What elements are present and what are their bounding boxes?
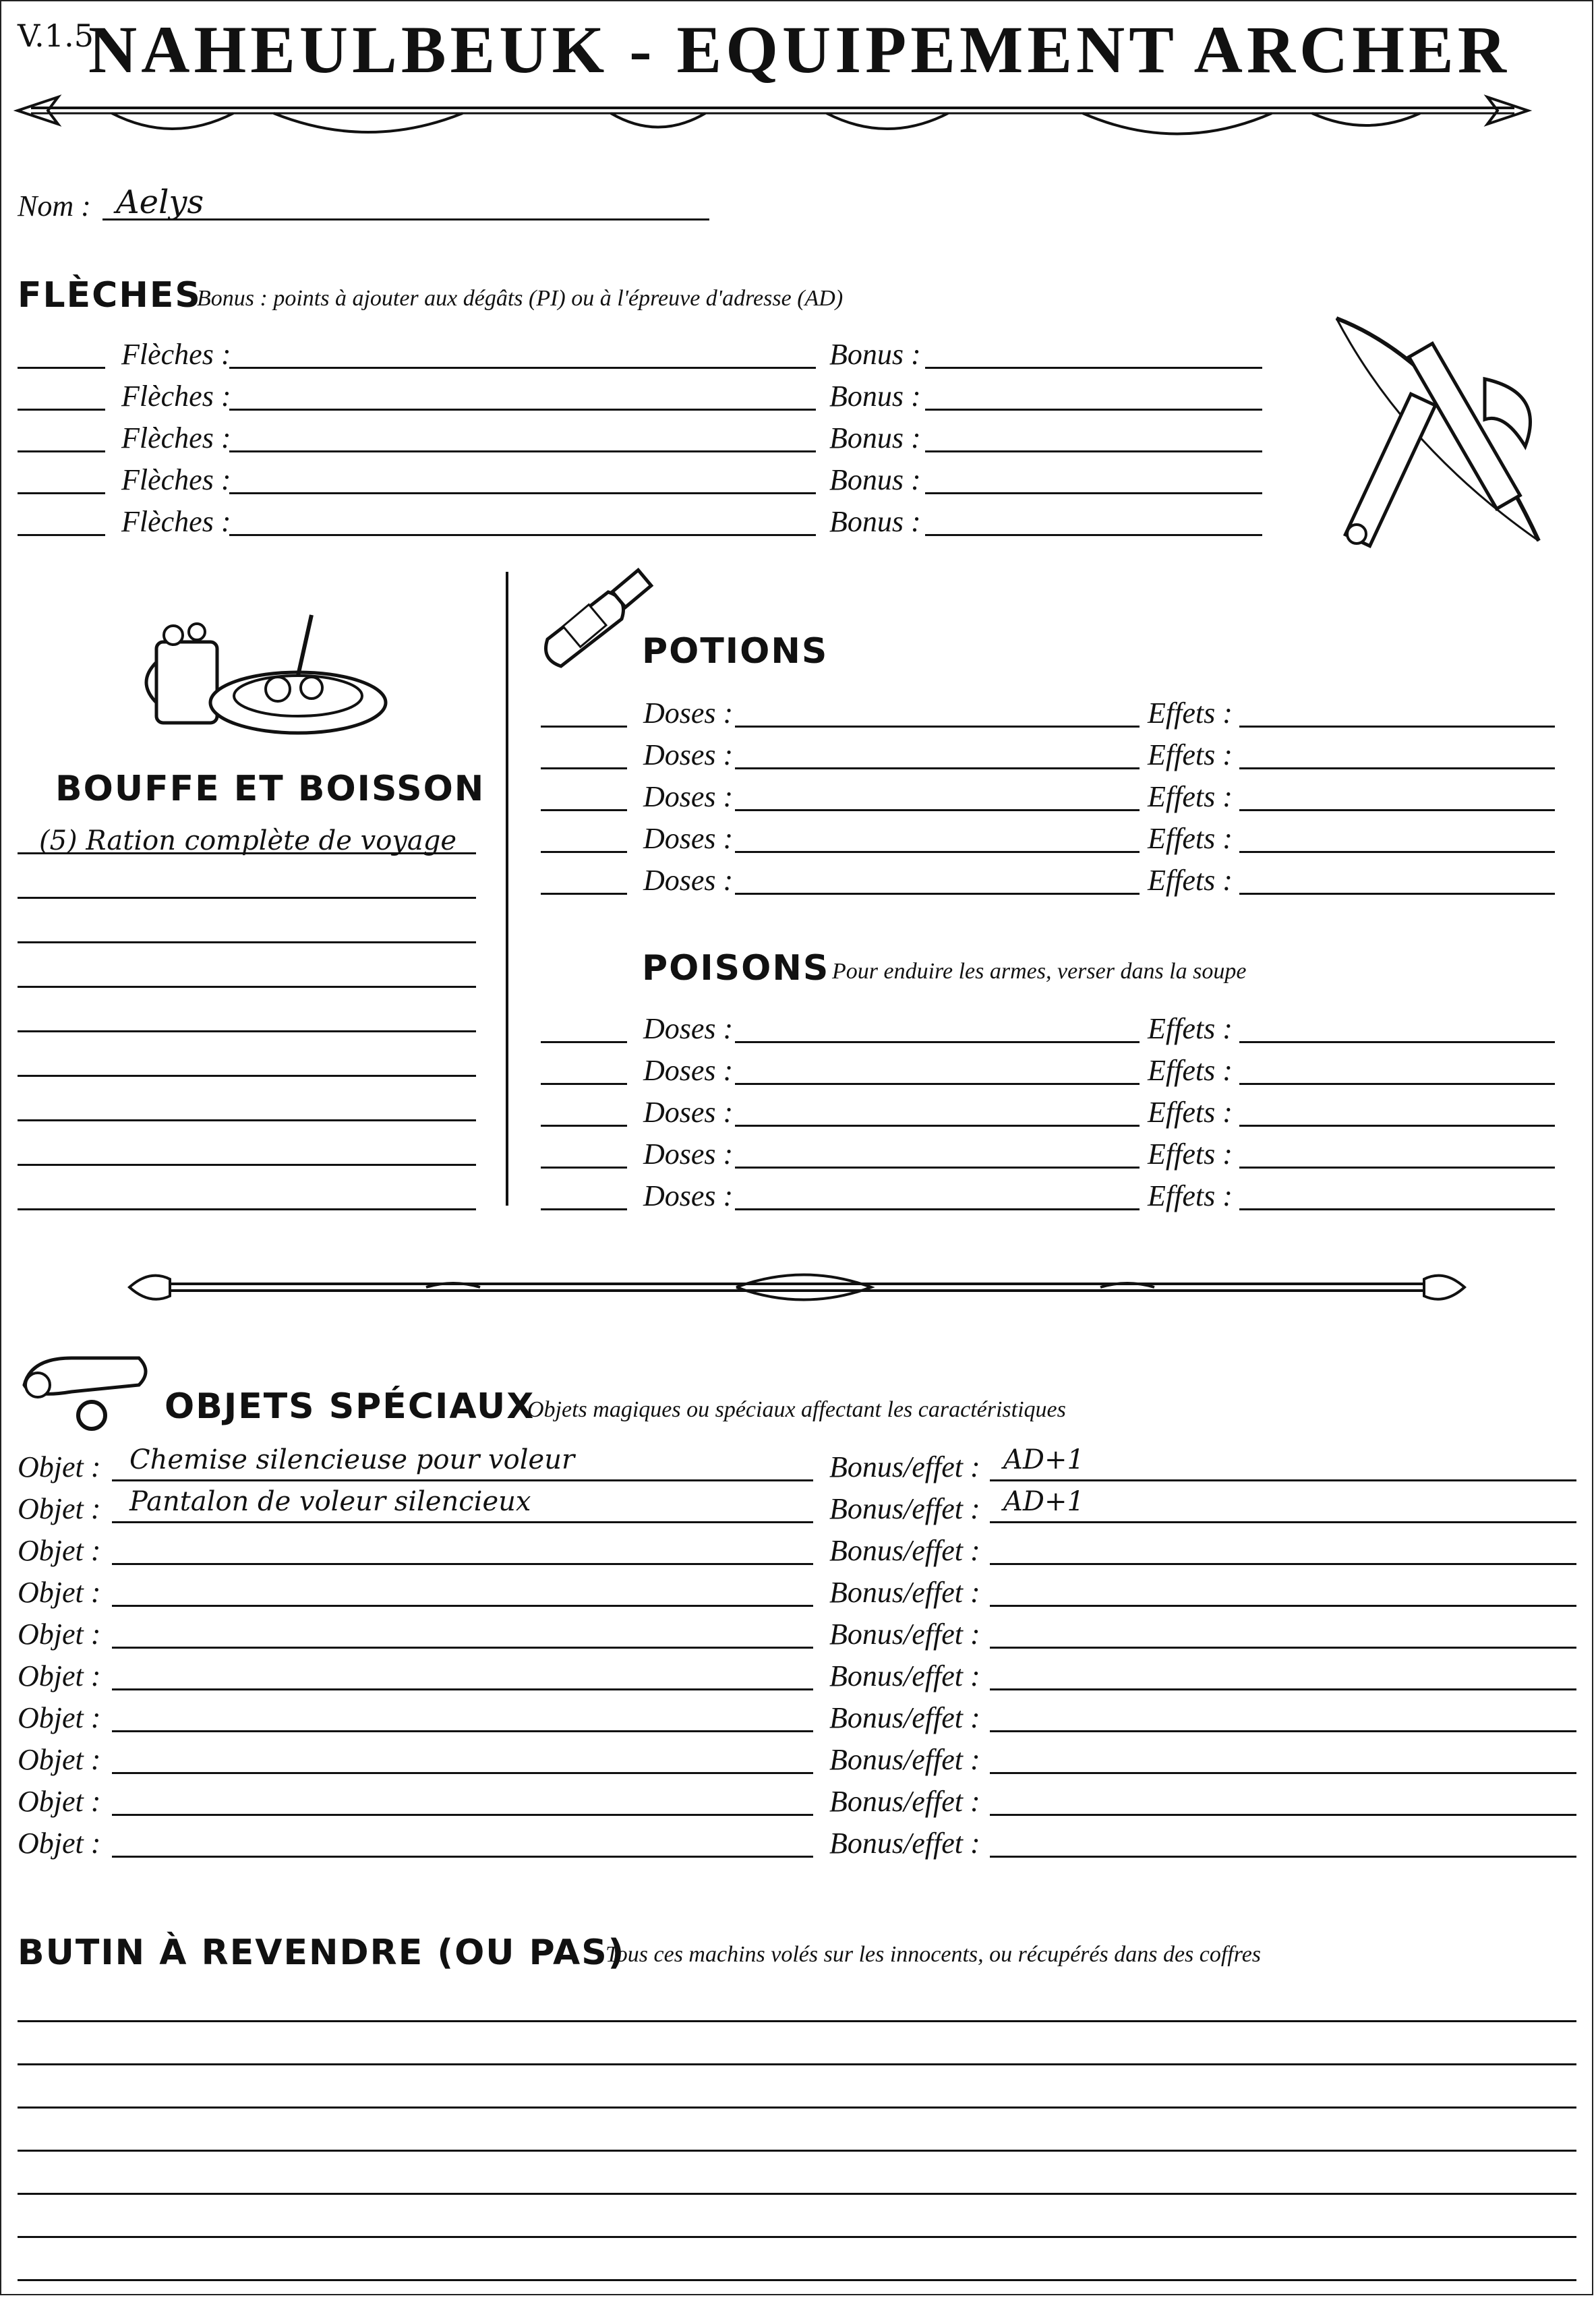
arrows-row-label: Flèches : <box>121 338 231 371</box>
poisons-qty-line[interactable] <box>541 1125 627 1127</box>
potions-qty-line[interactable] <box>541 893 627 895</box>
potions-qty-line[interactable] <box>541 851 627 853</box>
loot-section-title: BUTIN À REVENDRE (OU PAS) <box>18 1933 626 1973</box>
poisons-doses-line[interactable] <box>735 1167 1140 1169</box>
loot-line[interactable] <box>18 2193 1576 2195</box>
poisons-section-subtitle: Pour enduire les armes, verser dans la soupe <box>832 959 1247 984</box>
version-label: V.1.5 <box>18 18 94 54</box>
special-object-label: Objet : <box>18 1827 101 1860</box>
arrows-name-line[interactable] <box>229 409 816 411</box>
potions-qty-line[interactable] <box>541 726 627 728</box>
name-label: Nom : <box>18 189 91 223</box>
potions-doses-label: Doses : <box>643 697 734 730</box>
food-item-value[interactable]: (5) Ration complète de voyage <box>39 825 457 856</box>
potions-effects-line[interactable] <box>1239 726 1555 728</box>
potions-doses-label: Doses : <box>643 864 734 897</box>
special-object-line[interactable] <box>112 1730 813 1732</box>
special-bonus-label: Bonus/effet : <box>829 1827 980 1860</box>
potions-effects-line[interactable] <box>1239 851 1555 853</box>
potions-effects-line[interactable] <box>1239 809 1555 811</box>
poisons-doses-label: Doses : <box>643 1096 734 1129</box>
arrows-row-label: Flèches : <box>121 421 231 454</box>
arrows-section-subtitle: Bonus : points à ajouter aux dégâts (PI) ou à l'épreuve d'adresse (AD) <box>197 286 844 311</box>
potions-effects-label: Effets : <box>1148 738 1233 771</box>
poisons-qty-line[interactable] <box>541 1167 627 1169</box>
special-object-label: Objet : <box>18 1659 101 1692</box>
special-object-label: Objet : <box>18 1534 101 1567</box>
arrows-qty-line[interactable] <box>18 492 105 494</box>
special-bonus-value[interactable]: AD+1 <box>1003 1486 1084 1517</box>
arrows-bonus-line[interactable] <box>925 492 1262 494</box>
poisons-doses-label: Doses : <box>643 1012 734 1045</box>
special-object-line[interactable] <box>112 1647 813 1649</box>
poisons-effects-label: Effets : <box>1148 1096 1233 1129</box>
special-bonus-line[interactable] <box>990 1605 1576 1607</box>
potions-qty-line[interactable] <box>541 809 627 811</box>
poisons-qty-line[interactable] <box>541 1041 627 1043</box>
arrows-qty-line[interactable] <box>18 534 105 536</box>
arrows-bonus-line[interactable] <box>925 534 1262 536</box>
special-bonus-line[interactable] <box>990 1688 1576 1690</box>
staff-divider-icon <box>129 1262 1465 1309</box>
arrow-border-icon <box>18 90 1528 144</box>
potions-section-title: POTIONS <box>642 631 829 672</box>
special-bonus-line[interactable] <box>990 1647 1576 1649</box>
special-object-value[interactable]: Chemise silencieuse pour voleur <box>129 1444 575 1475</box>
poisons-effects-label: Effets : <box>1148 1179 1233 1212</box>
arrows-bonus-label: Bonus : <box>829 463 921 496</box>
arrows-bonus-label: Bonus : <box>829 338 921 371</box>
food-item-line[interactable] <box>18 852 476 854</box>
food-item-line[interactable] <box>18 1030 476 1032</box>
special-object-label: Objet : <box>18 1618 101 1651</box>
food-item-line[interactable] <box>18 1208 476 1210</box>
loot-line[interactable] <box>18 2150 1576 2152</box>
loot-line[interactable] <box>18 2106 1576 2109</box>
special-object-line[interactable] <box>112 1814 813 1816</box>
arrows-row-label: Flèches : <box>121 380 231 413</box>
poisons-doses-label: Doses : <box>643 1054 734 1087</box>
poisons-qty-line[interactable] <box>541 1083 627 1085</box>
special-bonus-label: Bonus/effet : <box>829 1534 980 1567</box>
poisons-qty-line[interactable] <box>541 1208 627 1210</box>
food-section-title: BOUFFE ET BOISSON <box>55 769 485 809</box>
potions-effects-label: Effets : <box>1148 780 1233 813</box>
food-item-line[interactable] <box>18 897 476 899</box>
scroll-and-ring-icon <box>18 1345 159 1432</box>
poisons-doses-label: Doses : <box>643 1138 734 1171</box>
potions-effects-label: Effets : <box>1148 697 1233 730</box>
loot-line[interactable] <box>18 2020 1576 2022</box>
loot-line[interactable] <box>18 2063 1576 2065</box>
special-bonus-label: Bonus/effet : <box>829 1618 980 1651</box>
potions-doses-line[interactable] <box>735 726 1140 728</box>
special-bonus-line[interactable] <box>990 1856 1576 1858</box>
special-bonus-label: Bonus/effet : <box>829 1492 980 1525</box>
arrows-name-line[interactable] <box>229 450 816 452</box>
poisons-doses-line[interactable] <box>735 1083 1140 1085</box>
column-divider <box>506 572 508 1206</box>
special-bonus-label: Bonus/effet : <box>829 1576 980 1609</box>
special-bonus-label: Bonus/effet : <box>829 1785 980 1818</box>
special-items-section-subtitle: Objets magiques ou spéciaux affectant les caractéristiques <box>527 1397 1066 1422</box>
arrows-qty-line[interactable] <box>18 450 105 452</box>
poisons-effects-line[interactable] <box>1239 1208 1555 1210</box>
special-bonus-label: Bonus/effet : <box>829 1450 980 1483</box>
arrows-qty-line[interactable] <box>18 409 105 411</box>
special-items-section-title: OBJETS SPÉCIAUX <box>165 1386 535 1427</box>
arrows-bonus-label: Bonus : <box>829 421 921 454</box>
special-object-label: Objet : <box>18 1743 101 1776</box>
special-bonus-line[interactable] <box>990 1814 1576 1816</box>
special-object-line[interactable] <box>112 1772 813 1774</box>
arrows-name-line[interactable] <box>229 367 816 369</box>
special-object-label: Objet : <box>18 1701 101 1734</box>
special-bonus-line[interactable] <box>990 1772 1576 1774</box>
arrows-row-label: Flèches : <box>121 463 231 496</box>
food-item-line[interactable] <box>18 1119 476 1121</box>
special-bonus-line[interactable] <box>990 1563 1576 1565</box>
special-bonus-line[interactable] <box>990 1521 1576 1523</box>
special-object-line[interactable] <box>112 1856 813 1858</box>
special-bonus-line[interactable] <box>990 1479 1576 1481</box>
name-value[interactable]: Aelys <box>116 183 204 221</box>
potions-effects-line[interactable] <box>1239 893 1555 895</box>
poisons-effects-label: Effets : <box>1148 1054 1233 1087</box>
special-object-line[interactable] <box>112 1563 813 1565</box>
special-bonus-line[interactable] <box>990 1730 1576 1732</box>
food-item-line[interactable] <box>18 1164 476 1166</box>
poisons-doses-line[interactable] <box>735 1125 1140 1127</box>
special-bonus-label: Bonus/effet : <box>829 1743 980 1776</box>
arrows-bonus-line[interactable] <box>925 450 1262 452</box>
poisons-effects-line[interactable] <box>1239 1125 1555 1127</box>
special-object-line[interactable] <box>112 1479 813 1481</box>
special-object-value[interactable]: Pantalon de voleur silencieux <box>129 1486 531 1517</box>
potions-effects-line[interactable] <box>1239 767 1555 769</box>
poisons-doses-line[interactable] <box>735 1208 1140 1210</box>
loot-line[interactable] <box>18 2279 1576 2281</box>
poisons-section-title: POISONS <box>642 948 830 989</box>
special-object-label: Objet : <box>18 1450 101 1483</box>
special-object-label: Objet : <box>18 1576 101 1609</box>
potions-doses-line[interactable] <box>735 767 1140 769</box>
potions-doses-line[interactable] <box>735 851 1140 853</box>
special-bonus-label: Bonus/effet : <box>829 1701 980 1734</box>
food-item-line[interactable] <box>18 1075 476 1077</box>
potions-effects-label: Effets : <box>1148 822 1233 855</box>
poisons-effects-line[interactable] <box>1239 1083 1555 1085</box>
food-item-line[interactable] <box>18 941 476 943</box>
special-bonus-value[interactable]: AD+1 <box>1003 1444 1084 1475</box>
special-object-label: Objet : <box>18 1785 101 1818</box>
poisons-effects-label: Effets : <box>1148 1012 1233 1045</box>
loot-line[interactable] <box>18 2236 1576 2238</box>
arrows-name-line[interactable] <box>229 492 816 494</box>
page-title: NAHEULBEUK - EQUIPEMENT ARCHER <box>88 12 1510 87</box>
potions-qty-line[interactable] <box>541 767 627 769</box>
crossed-weapons-icon <box>1323 312 1566 554</box>
poisons-effects-line[interactable] <box>1239 1041 1555 1043</box>
special-object-label: Objet : <box>18 1492 101 1525</box>
arrows-bonus-line[interactable] <box>925 409 1262 411</box>
poisons-doses-line[interactable] <box>735 1041 1140 1043</box>
poisons-effects-line[interactable] <box>1239 1167 1555 1169</box>
potions-effects-label: Effets : <box>1148 864 1233 897</box>
poisons-effects-label: Effets : <box>1148 1138 1233 1171</box>
poisons-doses-label: Doses : <box>643 1179 734 1212</box>
special-object-line[interactable] <box>112 1521 813 1523</box>
potions-doses-line[interactable] <box>735 809 1140 811</box>
arrows-bonus-line[interactable] <box>925 367 1262 369</box>
arrows-bonus-label: Bonus : <box>829 380 921 413</box>
special-bonus-label: Bonus/effet : <box>829 1659 980 1692</box>
potions-doses-label: Doses : <box>643 780 734 813</box>
special-object-line[interactable] <box>112 1605 813 1607</box>
arrows-section-title: FLÈCHES <box>18 275 202 316</box>
special-object-line[interactable] <box>112 1688 813 1690</box>
arrows-row-label: Flèches : <box>121 505 231 538</box>
potions-doses-label: Doses : <box>643 738 734 771</box>
loot-section-subtitle: Tous ces machins volés sur les innocents, ou récupérés dans des coffres <box>605 1942 1262 1967</box>
food-and-drink-icon <box>143 601 386 736</box>
arrows-bonus-label: Bonus : <box>829 505 921 538</box>
potions-doses-label: Doses : <box>643 822 734 855</box>
arrows-qty-line[interactable] <box>18 367 105 369</box>
food-item-line[interactable] <box>18 986 476 988</box>
potions-doses-line[interactable] <box>735 893 1140 895</box>
name-underline <box>102 218 709 220</box>
arrows-name-line[interactable] <box>229 534 816 536</box>
